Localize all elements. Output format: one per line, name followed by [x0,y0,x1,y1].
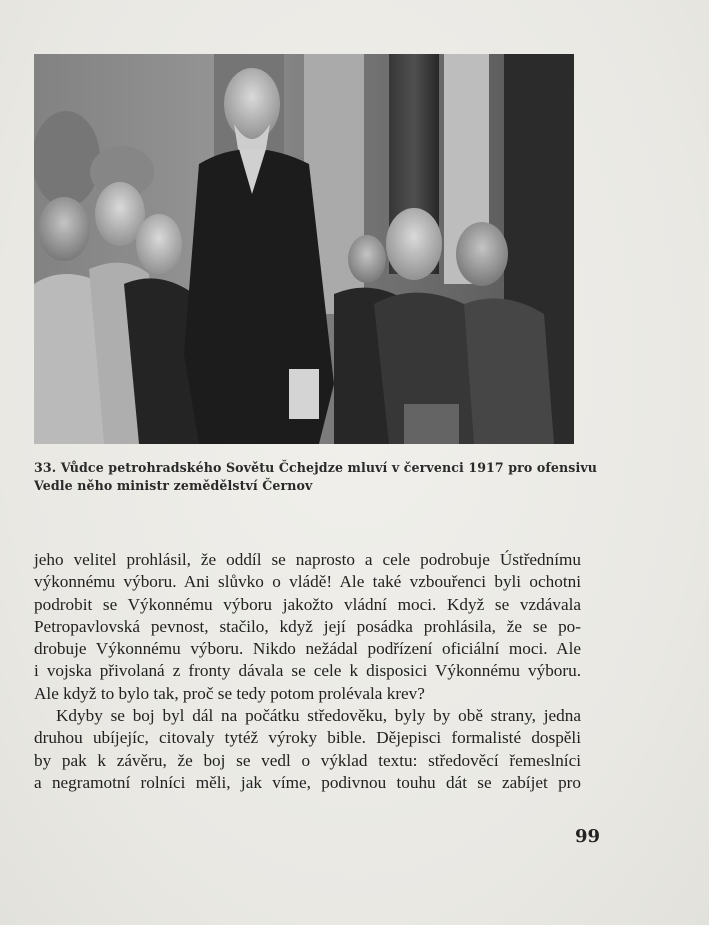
caption-line: Vedle něho ministr zemědělství Černov [34,478,313,493]
text-line: Petropavlovská pevnost, stačilo, když její posádka prohlásila, že se po- [34,616,581,636]
paragraph [34,705,581,794]
text-line: by pak k závěru, že boj se vedl o výklad textu: středověcí řemeslníci [34,750,581,770]
photo-illustration [34,54,574,444]
text-line: druhou ubíjejíc, citovaly tytéž výroky bible. Dějepisci formalisté dospěli [34,728,581,748]
text-line: i vojska přivolaná z fronty dávala se cele k disposici Výkonnému výboru. [34,661,581,681]
text-line: Ale když to bylo tak, proč se tedy potom prolévala krev? [34,683,425,703]
text-line: Kdyby se boj byl dál na počátku středověku, byly by obě strany, jedna [56,706,581,726]
page-number: 99 [575,826,601,847]
text-line: a negramotní rolníci měli, jak víme, podivnou touhu dát se zabíjet pro [34,772,581,792]
paragraph [34,549,581,705]
text-line: výkonnému výboru. Ani slůvko o vládě! Ale také vzbouřenci byli ochotni [34,572,581,592]
body-text [34,549,581,794]
text-line: drobuje Výkonnému výboru. Nikdo nežádal podřízení oficiální moci. Ale [34,639,581,659]
text-line: jeho velitel prohlásil, že oddíl se naprosto a cele podrobuje Ústřednímu [34,550,581,569]
caption-line: 33. Vůdce petrohradského Sovětu Čchejdze mluví v červenci 1917 pro ofensivu [34,460,598,475]
text-line: podrobit se Výkonnému výboru jakožto vládní moci. Když se vzdávala [34,594,581,614]
historical-photograph [34,54,574,444]
figure-caption [34,459,598,495]
